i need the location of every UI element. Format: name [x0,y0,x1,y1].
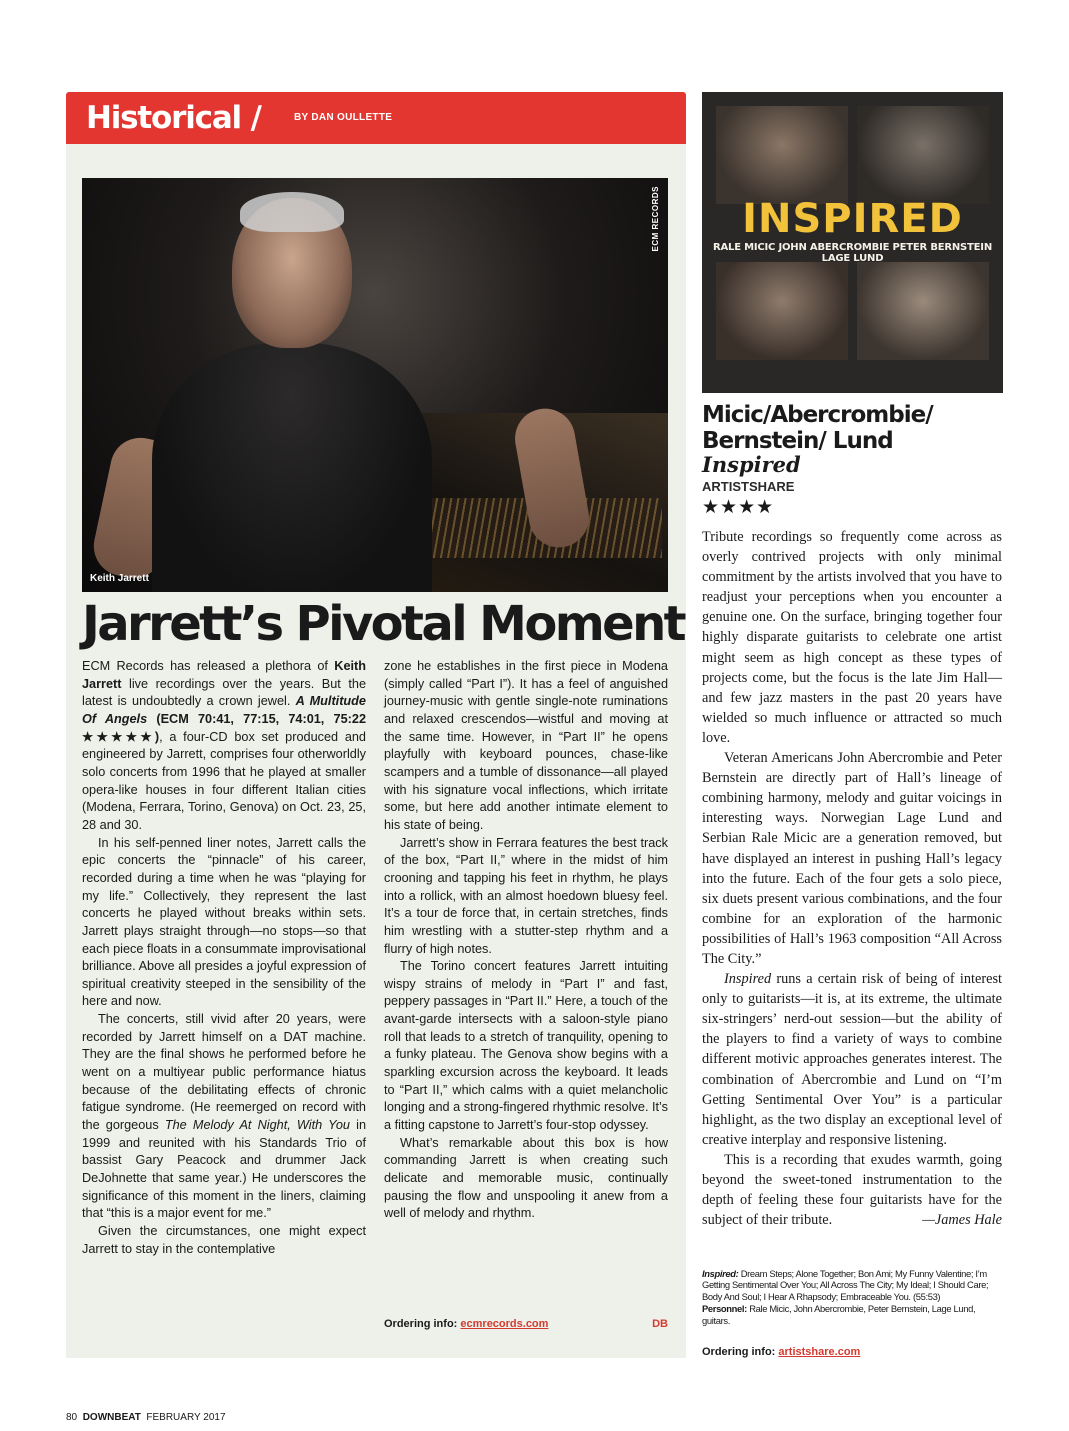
page-footer [66,1412,226,1423]
album-reference: The Melody At Night, With You [164,1118,350,1133]
side-paragraph-3: Inspired runs a certain risk of being of interest only to guitarists—it is, at its extreme, the ultimate six-stringers’ nerd-out session—but the ability of the players to find a variety of ways to combine different motivic approaches generates interest. The combination of Abercrombie and Lund on “I’m Getting Sentimental Over You” is a particular highlight, as the two display an exceptional level of creative interplay and responsive listening. [702,971,1002,1148]
page-number: 80 [66,1412,78,1423]
side-paragraph-4: This is a recording that exudes warmth, going beyond the sweet-toned instrumentation to the depth of feeling these four guitarists have for the subject of their tribute. —James Hale [702,1150,1002,1230]
side-review-artist: Micic/Abercrombie/ Bernstein/ Lund [702,402,933,454]
track-listing: Inspired: Dream Steps; Alone Together; Bon Ami; My Funny Valentine; I’m Getting Sentimental Over You; All Across The City; My Ideal; I Should Care; Body And Soul; I Hear A Rhapsody; Embraceable You. (55:53) Personnel: Rale Micic, John Abercrombie, Peter Bernstein, Lage Lund, guitars. [702,1268,1002,1327]
ecm-link[interactable]: ecmrecords.com [460,1318,549,1330]
section-title: Historical / [86,100,261,136]
cover-photo-1 [716,106,848,204]
personnel: Personnel: Rale Micic, John Abercrombie, Peter Bernstein, Lage Lund, guitars. [702,1303,976,1326]
issue-date: FEBRUARY 2017 [146,1412,226,1423]
side-paragraph-1: Tribute recordings so frequently come across as overly contrived projects with only minimal commitment by the artists involved that you have to readjust your perceptions when you encounter a genuine one. On the surface, bringing together four highly disparate guitarists to celebrate one artist might seem as high concept as these types of projects come, but the focus is the late Jim Hall—and few jazz masters in the past 20 years have wielded so much influence or attracted so much love. [702,529,1002,746]
body-shape [152,343,432,592]
artist-name: Keith Jarrett [82,659,366,691]
byline: BY DAN OULLETTE [294,112,393,123]
cover-names: RALE MICIC JOHN ABERCROMBIE PETER BERNSTEIN LAGE LUND [712,242,993,264]
catalog-info: (ECM 70:41, 77:15, 74:01, 75:22 ★★★★★) [82,711,366,744]
end-mark: DB [652,1318,668,1330]
album-cover [702,92,1003,393]
paragraph-4: Given the circumstances, one might expect Jarrett to stay in the contemplative [82,1224,366,1256]
paragraph-4-continued: zone he establishes in the first piece in Modena (simply called “Part I”). It has a feel of anguished journey-music with gentle single-note ruminations and relaxed crescendos—wistful and moving at the same time. However, in “Part II” he opens playfully with keyboard pounces, chase-like scampers and a tumble of dissonance—all played with his signature vocal inflections, which irritate some, but here add another intimate element to his state of being. [384,659,668,832]
photo-caption: Keith Jarrett [90,573,149,584]
review-column-2-text [384,658,668,1223]
paragraph-7: What’s remarkable about this box is how commanding Jarrett is when creating such delicate and memorable music, continually pausing the flow and unspooling it anew from a well of melody and rhythm. [384,1135,668,1221]
hair-shape [240,192,344,232]
cover-photo-2 [857,106,989,204]
cover-photo-3 [716,262,848,360]
review-column-1 [82,658,366,1258]
paragraph-2: In his self-penned liner notes, Jarrett calls the epic concerts the “pinnacle” of his career, recorded during a time when he was “playing for my life.” Collectively, they represent the last concerts he played without breaks within sets. Jarrett plays straight through—no stops—so that each piece floats in a consummate improvisational brilliance. Above all presides a joyful expression of spiritual creativity steeped in the sensibility of the here and now. [82,835,366,1009]
side-paragraph-2: Veteran Americans John Abercrombie and Peter Bernstein are directly part of Hall’s lineage of combining harmony, melody and guitar voicings in interesting ways. Norwegian Lage Lund and Serbian Rale Micic are a generation removed, but have displayed an interest in pushing Hall’s legacy into the future. Each of the four gets a solo piece, six duets present various combinations, and the four combine for an exploration of the harmonic possibilities of Hall’s 1963 composition “All Across The City.” [702,750,1002,967]
side-ordering-info: Ordering info: artistshare.com [702,1346,861,1358]
paragraph-6: The Torino concert features Jarrett intuiting wispy strains of melody in “Part I” and fast, peppery passages in “Part II.” Here, a touch of the avant-garde intersects with a saloon-style piano roll that leads to a stretch of tranquility, opening to a funky plateau. The Genova show begins with a sparkling excursion across the keyboard. It leads to “Part II,” which calms with a quiet melancholic longing and a strong-fingered rhythmic resolve. It’s a fitting capstone to Jarrett’s four-stop odyssey. [384,959,668,1133]
side-review-label: ARTISTSHARE [702,479,795,494]
artistshare-link[interactable]: artistshare.com [778,1346,861,1358]
reviewer-signature: —James Hale [922,1212,1002,1229]
magazine-name: DOWNBEAT [82,1412,141,1423]
artist-photo [82,178,668,592]
headline: Jarrett’s Pivotal Moment [82,596,684,652]
ordering-info: Ordering info: ecmrecords.com DB [384,1318,668,1330]
photo-credit: ECM RECORDS [651,186,660,252]
section-banner [66,92,686,144]
album-title: A Multitude Of Angels [82,694,366,726]
paragraph-3: The concerts, still vivid after 20 years, were recorded by Jarrett himself on a DAT machine. They are the final shows he performed before he went on a multiyear public performance hiatus because of the debilitating effects of chronic fatigue syndrome. (He reemerged on record with the gorgeous The Melody At Night, With You in 1999 and reunited with his Standards Trio of bassist Gary Peacock and drummer Jack DeJohnette that same year.) He underscores the significance of this moment in the liners, claiming that “this is a major event for me.” [82,1012,366,1221]
side-review-body [702,527,1002,1230]
paragraph-5: Jarrett’s show in Ferrara features the best track of the box, “Part II,” where in the midst of him crooning and tapping his feet in rhythm, he plays into a rollick, with an almost hoedown bluesy feel. It’s a tour de force that, in certain stretches, finds him wrestling with a stutter-step rhythm and a flurry of high notes. [384,835,668,956]
cover-photo-4 [857,262,989,360]
paragraph-1: ECM Records has released a plethora of Keith Jarrett live recordings over the years. But the latest is undoubtedly a crown jewel. A Multitude Of Angels (ECM 70:41, 77:15, 74:01, 75:22 ★★★★★), a four-CD box set produced and engineered by Jarrett, comprises four otherworldly solo concerts from 1996 that he played at smaller opera-like houses in four different Italian cities (Modena, Ferrara, Torino, Genova) on Oct. 23, 25, 28 and 30. [82,659,366,832]
side-review-album: Inspired [702,452,801,477]
cover-title: INSPIRED [742,196,963,242]
star-rating: ★★★★ [702,496,775,518]
